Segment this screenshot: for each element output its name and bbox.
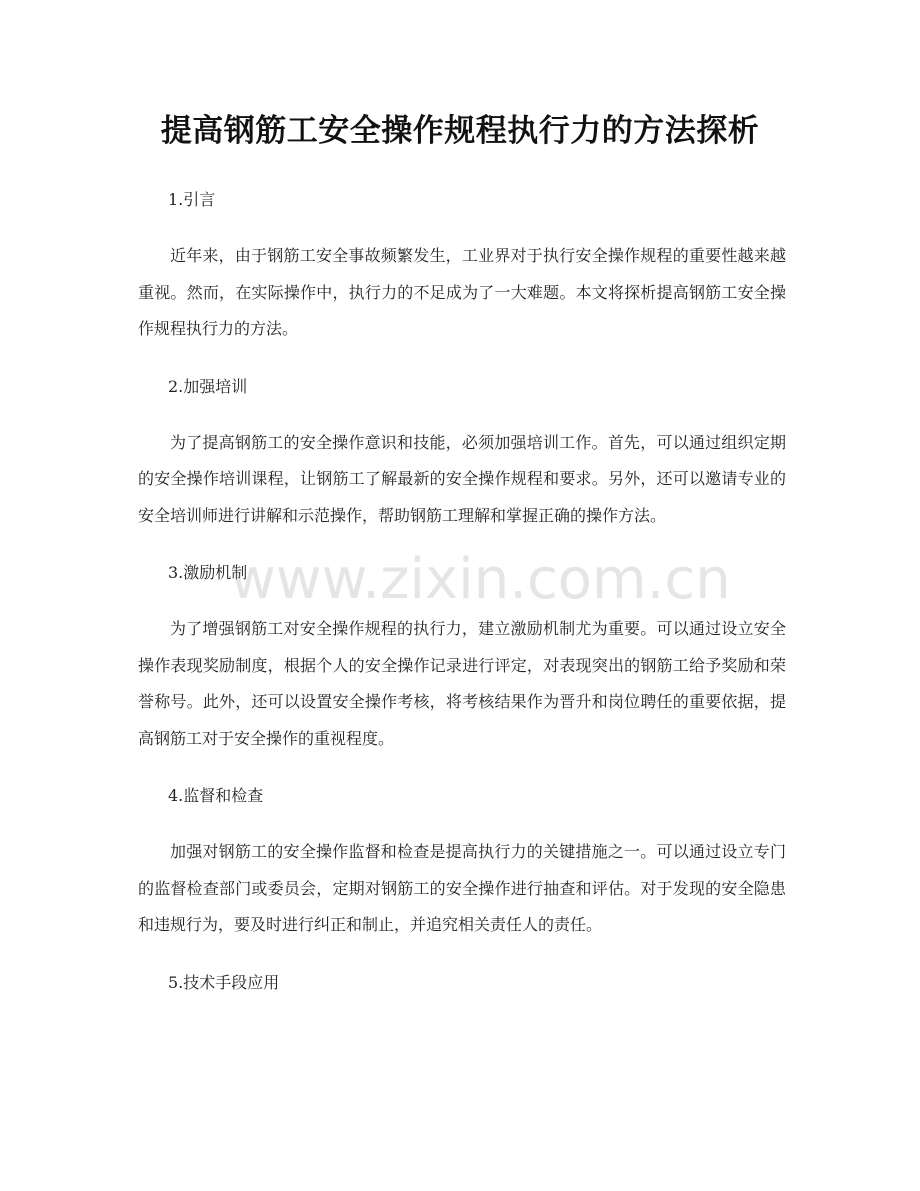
section-heading-technology: 5.技术手段应用 <box>168 972 280 992</box>
section-paragraph-incentives: 为了增强钢筋工对安全操作规程的执行力，建立激励机制尤为重要。可以通过设立安全操作表现奖励制度，根据个人的安全操作记录进行评定，对表现突出的钢筋工给予奖励和荣誉称号。此外，还可以设置安全操作考核，将考核结果作为晋升和岗位聘任的重要依据，提高钢筋工对于安全操作的重视程度。 <box>138 619 786 748</box>
section-paragraph-training: 为了提高钢筋工的安全操作意识和技能，必须加强培训工作。首先，可以通过组织定期的安全操作培训课程，让钢筋工了解最新的安全操作规程和要求。另外，还可以邀请专业的安全培训师进行讲解和示范操作，帮助钢筋工理解和掌握正确的操作方法。 <box>138 432 786 525</box>
section-paragraph-introduction: 近年来，由于钢筋工安全事故频繁发生，工业界对于执行安全操作规程的重要性越来越重视。然而，在实际操作中，执行力的不足成为了一大难题。本文将探析提高钢筋工安全操作规程执行力的方法。 <box>138 246 786 338</box>
section-heading-supervision: 4.监督和检查 <box>168 786 264 805</box>
section-heading-training: 2.加强培训 <box>168 376 248 396</box>
section-heading-incentives: 3.激励机制 <box>168 563 248 582</box>
section-heading-introduction: 1.引言 <box>168 190 216 209</box>
document-title: 提高钢筋工安全操作规程执行力的方法探析 <box>160 113 760 149</box>
watermark: www.zixin.com.cn <box>230 547 731 612</box>
section-paragraph-supervision: 加强对钢筋工的安全操作监督和检查是提高执行力的关键措施之一。可以通过设立专门的监督检查部门或委员会，定期对钢筋工的安全操作进行抽查和评估。对于发现的安全隐患和违规行为，要及时进行纠正和制止，并追究相关责任人的责任。 <box>138 842 786 934</box>
document-body <box>138 182 786 1021</box>
